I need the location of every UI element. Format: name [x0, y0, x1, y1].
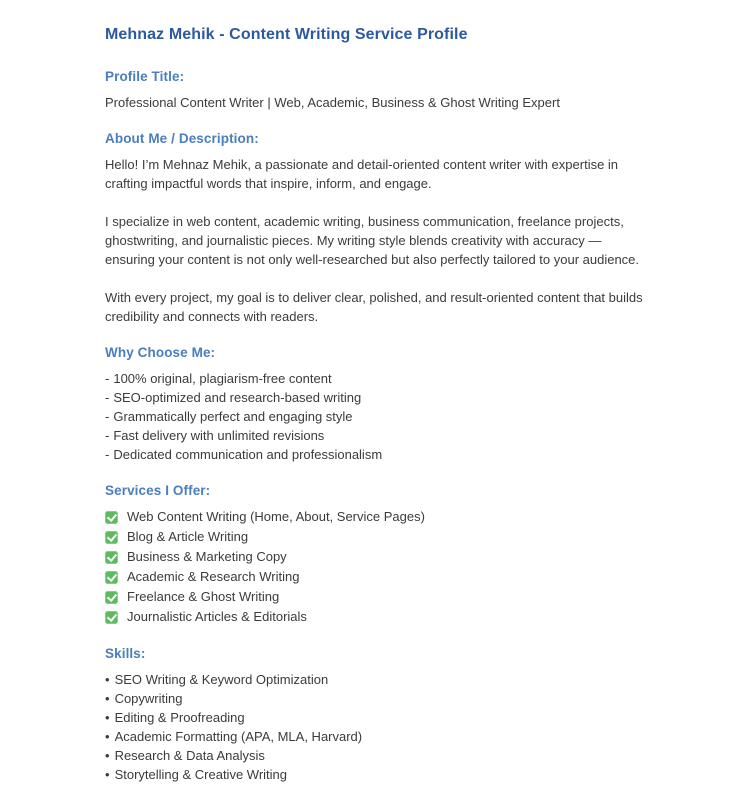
section-list [105, 369, 646, 464]
list-item [105, 607, 646, 627]
list-marker: - [105, 428, 110, 443]
list-item-text: Copywriting [114, 691, 183, 706]
section [105, 345, 646, 464]
sections [105, 69, 646, 784]
check-icon [105, 571, 118, 584]
list-item-text: Storytelling & Creative Writing [114, 767, 287, 782]
paragraph: With every project, my goal is to deliver clear, polished, and result-oriented content that builds credibility and connects with readers. [105, 290, 643, 324]
list-item-text: SEO-optimized and research-based writing [113, 390, 362, 405]
list-item [105, 670, 646, 689]
list-item [105, 746, 646, 765]
list-marker: - [105, 447, 110, 462]
list-marker: • [105, 691, 110, 706]
list-item [105, 727, 646, 746]
list-item [105, 547, 646, 567]
section-heading: Skills: [105, 646, 146, 661]
list-item [105, 708, 646, 727]
list-item-text: SEO Writing & Keyword Optimization [114, 672, 329, 687]
list-item-text: Fast delivery with unlimited revisions [113, 428, 325, 443]
list-item [105, 407, 646, 426]
section-heading: About Me / Description: [105, 131, 259, 146]
list-marker: • [105, 672, 110, 687]
list-item [105, 388, 646, 407]
section [105, 69, 646, 112]
list-item-text: Grammatically perfect and engaging style [113, 409, 353, 424]
list-item [105, 426, 646, 445]
section-list [105, 507, 646, 627]
section [105, 483, 646, 627]
list-item-text: Academic Formatting (APA, MLA, Harvard) [114, 729, 363, 744]
section [105, 131, 646, 326]
list-marker: • [105, 748, 110, 763]
list-item-text: Freelance & Ghost Writing [127, 589, 280, 604]
paragraph: Hello! I’m Mehnaz Mehik, a passionate and detail-oriented content writer with expertise in crafting impactful words that inspire, inform, and engage. [105, 157, 619, 191]
list-item [105, 527, 646, 547]
list-item [105, 507, 646, 527]
list-item-text: Academic & Research Writing [127, 569, 300, 584]
check-icon [105, 591, 118, 604]
list-item [105, 765, 646, 784]
check-icon [105, 511, 118, 524]
check-icon [105, 611, 118, 624]
document-title: Mehnaz Mehik - Content Writing Service Profile [105, 26, 468, 43]
list-marker: • [105, 767, 110, 782]
list-item [105, 689, 646, 708]
section-heading: Why Choose Me: [105, 345, 216, 360]
section-list [105, 670, 646, 784]
list-item [105, 369, 646, 388]
list-marker: - [105, 371, 110, 386]
list-item [105, 445, 646, 464]
section-heading: Profile Title: [105, 69, 185, 84]
section-heading: Services I Offer: [105, 483, 211, 498]
list-marker: - [105, 390, 110, 405]
list-item-text: Business & Marketing Copy [127, 549, 287, 564]
list-item [105, 587, 646, 607]
list-item-text: Blog & Article Writing [127, 529, 249, 544]
list-item-text: Dedicated communication and professionalism [113, 447, 383, 462]
list-item-text: 100% original, plagiarism-free content [113, 371, 332, 386]
list-item-text: Editing & Proofreading [114, 710, 245, 725]
paragraph: I specialize in web content, academic writing, business communication, freelance projects, ghostwriting, and journalistic pieces. My writing style blends creativity with accuracy — ensuring your content is not only well-researched but also perfectly tailored to your audience. [105, 214, 640, 267]
list-item-text: Journalistic Articles & Editorials [127, 609, 307, 624]
section [105, 646, 646, 784]
check-icon [105, 551, 118, 564]
paragraph: Professional Content Writer | Web, Academic, Business & Ghost Writing Expert [105, 95, 560, 110]
list-item-text: Research & Data Analysis [114, 748, 265, 763]
list-marker: - [105, 409, 110, 424]
list-item [105, 567, 646, 587]
check-icon [105, 531, 118, 544]
list-marker: • [105, 710, 110, 725]
list-marker: • [105, 729, 110, 744]
list-item-text: Web Content Writing (Home, About, Service Pages) [127, 509, 425, 524]
